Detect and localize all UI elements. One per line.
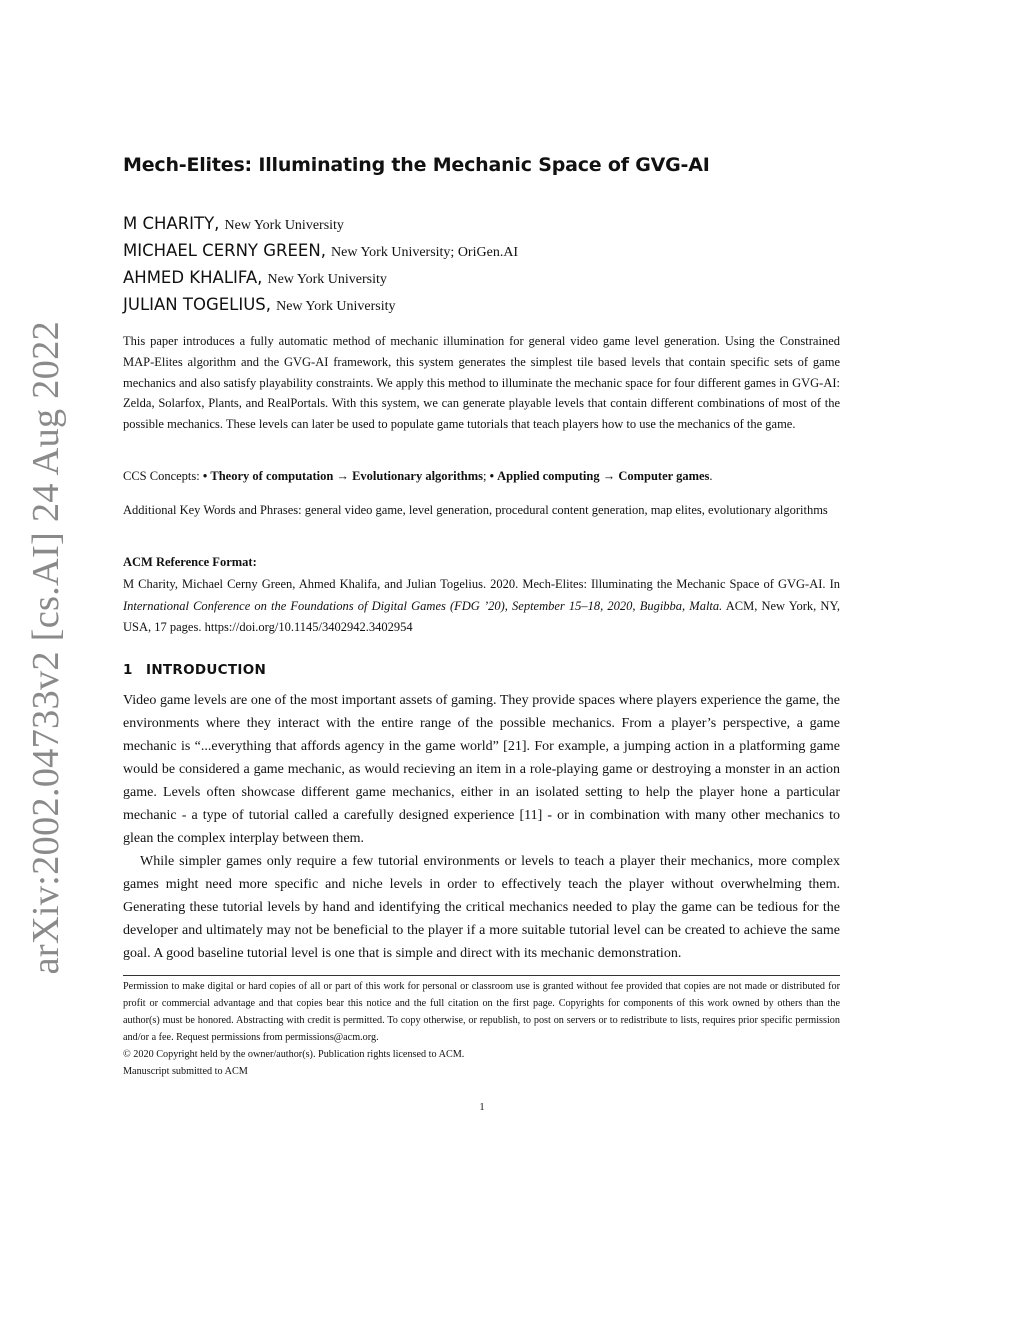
acm-reference-tail: ACM, New York, NY, USA, 17 pages. https://doi.org/10.1145/3402942.3402954 bbox=[123, 598, 840, 634]
acm-reference-authors: M Charity, Michael Cerny Green, Ahmed Khalifa, and Julian Togelius. 2020. Mech-Elites: Illuminating the Mechanic Space of GVG-AI. In bbox=[123, 577, 840, 591]
author-name: MICHAEL CERNY GREEN, bbox=[123, 241, 326, 260]
arxiv-identifier-text: arXiv:2002.04733v2 [cs.AI] 24 Aug 2022 bbox=[25, 320, 67, 975]
author-affiliation: New York University bbox=[276, 299, 396, 314]
ccs-end: . bbox=[709, 469, 713, 483]
ccs-term: Computer games bbox=[618, 469, 710, 483]
author-affiliation: New York University bbox=[267, 272, 387, 287]
paper-title: Mech-Elites: Illuminating the Mechanic Space of GVG-AI bbox=[123, 154, 710, 176]
keywords-text: Additional Key Words and Phrases: general video game, level generation, procedural content generation, map elites, evolutionary algorithms bbox=[123, 503, 828, 517]
arxiv-identifier bbox=[18, 320, 74, 975]
page-number: 1 bbox=[479, 1102, 485, 1113]
ccs-term: Evolutionary algorithms bbox=[352, 469, 483, 483]
author-line bbox=[123, 295, 840, 317]
ccs-term: Theory of computation bbox=[210, 469, 334, 483]
manuscript-notice: Manuscript submitted to ACM bbox=[123, 1066, 248, 1077]
keywords bbox=[123, 499, 840, 521]
body-paragraph: Video game levels are one of the most important assets of gaming. They provide spaces where players experience the game, the environments where they interact with the entire range of the possible mechanics. From a player’s perspective, a game mechanic is “...everything that affords agency in the game world” [21]. For example, a jumping action in a platforming game would be considered a game mechanic, as would recieving an item in a role-playing game or destroying a monster in an action game. Levels often showcase different game mechanics, either in an isolated setting to help the player hone a particular mechanic - a type of tutorial called a carefully designed experience [11] - or in combination with many other mechanics to glean the complex interplay between them. bbox=[123, 693, 840, 846]
permission-notice: Permission to make digital or hard copies of all or part of this work for personal or classroom use is granted without fee provided that copies are not made or distributed for profit or commercial advantage and that copies bear this notice and the full citation on the first page. Copyrights for components of this work owned by others than the author(s) must be honored. Abstracting with credit is permitted. To copy otherwise, or republish, to post on servers or to redistribute to lists, requires prior specific permission and/or a fee. Request permissions from permissions@acm.org. bbox=[123, 981, 840, 1043]
ccs-label: CCS Concepts: bbox=[123, 469, 200, 483]
body-paragraph: While simpler games only require a few tutorial environments or levels to teach a player their mechanics, more complex games might need more specific and niche levels in order to effectively teach the player without overwhelming them. Generating these tutorial levels by hand and identifying the critical mechanics needed to play the game can be tedious for the developer and ultimately may not be beneficial to the player if a more suitable tutorial level can be created to achieve the same goal. A good baseline tutorial level is one that is simple and direct with its mechanic demonstration. bbox=[123, 854, 840, 961]
ccs-arrow: → bbox=[336, 469, 349, 483]
abstract: This paper introduces a fully automatic method of mechanic illumination for general video game level generation. Using the Constrained MAP-Elites algorithm and the GVG-AI framework, this system generates the simplest tile based levels that contain specific sets of game mechanics and also satisfy playability constraints. We apply this method to illuminate the mechanic space for four different games in GVG-AI: Zelda, Solarfox, Plants, and RealPortals. With this system, we can generate playable levels that contain different combinations of most of the possible mechanics. These levels can later be used to populate game tutorials that teach players how to use the mechanics of the game. bbox=[123, 334, 840, 432]
author-affiliation: New York University; OriGen.AI bbox=[331, 245, 519, 260]
ccs-arrow: → bbox=[602, 469, 616, 483]
author-affiliation: New York University bbox=[224, 218, 344, 233]
acm-reference bbox=[123, 574, 840, 639]
author-line bbox=[123, 214, 840, 236]
footnote-divider bbox=[123, 975, 840, 976]
ccs-bullet: • bbox=[202, 469, 208, 483]
author-name: JULIAN TOGELIUS, bbox=[123, 295, 272, 314]
author-line bbox=[123, 241, 840, 263]
author-name: AHMED KHALIFA, bbox=[123, 268, 263, 287]
author-name: M CHARITY, bbox=[123, 214, 220, 233]
section-number: 1 bbox=[123, 662, 133, 678]
ccs-bullet: • bbox=[489, 469, 494, 483]
ccs-concepts bbox=[123, 465, 840, 487]
copyright-notice: © 2020 Copyright held by the owner/author(s). Publication rights licensed to ACM. bbox=[123, 1049, 465, 1060]
section-title: INTRODUCTION bbox=[146, 662, 267, 678]
acm-reference-heading: ACM Reference Format: bbox=[123, 555, 257, 569]
ccs-term: Applied computing bbox=[497, 469, 600, 483]
acm-reference-venue: International Conference on the Foundations of Digital Games (FDG ’20), September 15–18, 2020, Bugibba, Malta. bbox=[123, 598, 723, 613]
section-heading bbox=[123, 662, 266, 678]
author-line bbox=[123, 268, 840, 290]
ccs-separator: ; bbox=[482, 469, 487, 483]
